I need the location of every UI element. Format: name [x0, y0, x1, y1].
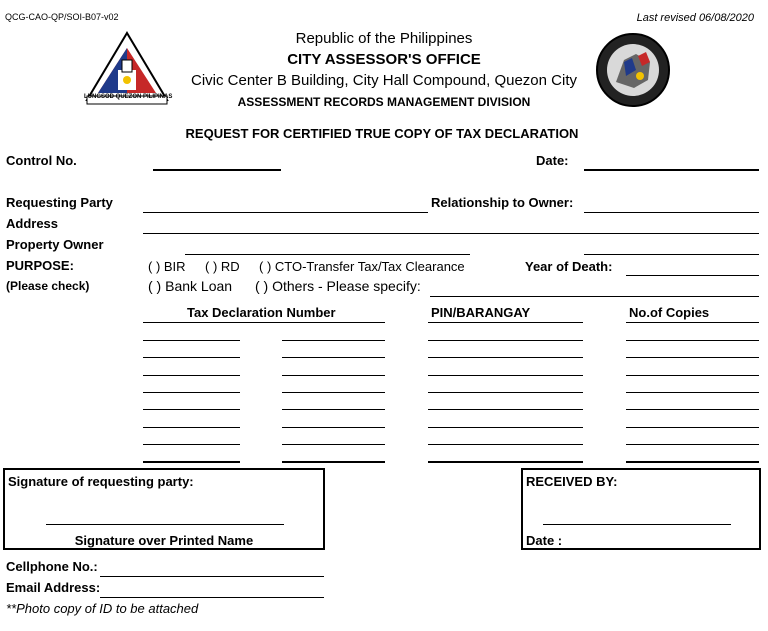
cellphone-line[interactable] — [100, 576, 324, 577]
td-line-a-row-7[interactable] — [143, 444, 240, 445]
td-line-a-row-2[interactable] — [143, 357, 240, 358]
purpose-bank-loan[interactable]: ( ) Bank Loan — [148, 278, 233, 294]
property-owner-line-2[interactable] — [584, 254, 759, 255]
last-revised: Last revised 06/08/2020 — [636, 12, 754, 24]
copies-line-row-6[interactable] — [626, 427, 759, 428]
pin-line-row-6[interactable] — [428, 427, 583, 428]
please-check-label: (Please check) — [6, 279, 90, 293]
requesting-party-line[interactable] — [143, 212, 428, 213]
td-line-b-row-4[interactable] — [282, 392, 385, 393]
control-no-label: Control No. — [6, 153, 77, 168]
td-line-b-row-3[interactable] — [282, 375, 385, 376]
copies-line-row-4[interactable] — [626, 392, 759, 393]
republic-line: Republic of the Philippines — [295, 30, 473, 47]
pin-line-row-5[interactable] — [428, 409, 583, 410]
td-line-a-row-1[interactable] — [143, 340, 240, 341]
col-tax-declaration-underline — [143, 322, 385, 323]
relationship-label: Relationship to Owner: — [431, 195, 574, 210]
received-date-label: Date : — [526, 533, 563, 548]
received-box — [521, 468, 761, 550]
email-line[interactable] — [100, 597, 324, 598]
address-line[interactable] — [143, 233, 759, 234]
office-address: Civic Center B Building, City Hall Compound, Quezon City — [191, 72, 577, 89]
col-copies-underline — [626, 322, 759, 323]
copies-line-row-7[interactable] — [626, 444, 759, 445]
col-no-copies: No.of Copies — [629, 305, 710, 320]
purpose-cto[interactable]: ( ) CTO-Transfer Tax/Tax Clearance — [259, 259, 465, 274]
purpose-bir[interactable]: ( ) BIR — [148, 259, 186, 274]
purpose-rd[interactable]: ( ) RD — [205, 259, 240, 274]
copies-line-row-1[interactable] — [626, 340, 759, 341]
copies-line-row-2[interactable] — [626, 357, 759, 358]
pin-line-row-2[interactable] — [428, 357, 583, 358]
pin-line-row-3[interactable] — [428, 375, 583, 376]
office-name: CITY ASSESSOR'S OFFICE — [287, 51, 481, 68]
col-pin-barangay: PIN/BARANGAY — [431, 305, 531, 320]
requesting-party-label: Requesting Party — [6, 195, 113, 210]
td-line-a-row-8[interactable] — [143, 461, 240, 463]
purpose-label: PURPOSE: — [6, 258, 74, 273]
td-line-b-row-6[interactable] — [282, 427, 385, 428]
td-line-b-row-1[interactable] — [282, 340, 385, 341]
td-line-a-row-6[interactable] — [143, 427, 240, 428]
property-owner-line[interactable] — [185, 254, 470, 255]
signature-box-title: Signature of requesting party: — [8, 474, 194, 489]
date-line[interactable] — [584, 169, 759, 171]
td-line-b-row-5[interactable] — [282, 409, 385, 410]
pin-line-row-8[interactable] — [428, 461, 583, 463]
col-tax-declaration: Tax Declaration Number — [187, 305, 336, 320]
td-line-b-row-2[interactable] — [282, 357, 385, 358]
col-pin-underline — [428, 322, 583, 323]
td-line-a-row-5[interactable] — [143, 409, 240, 410]
date-label: Date: — [536, 153, 569, 168]
td-line-a-row-3[interactable] — [143, 375, 240, 376]
cellphone-label: Cellphone No.: — [6, 559, 98, 574]
purpose-others[interactable]: ( ) Others - Please specify: — [255, 278, 421, 294]
form-title: REQUEST FOR CERTIFIED TRUE COPY OF TAX DECLARATION — [185, 126, 579, 141]
property-owner-label: Property Owner — [6, 237, 104, 252]
address-label: Address — [6, 216, 59, 231]
pin-line-row-1[interactable] — [428, 340, 583, 341]
email-label: Email Address: — [6, 580, 101, 595]
copies-line-row-8[interactable] — [626, 461, 759, 463]
received-signature-line[interactable] — [543, 524, 731, 525]
signature-line[interactable] — [46, 524, 284, 525]
received-by-label: RECEIVED BY: — [526, 474, 618, 489]
others-specify-line[interactable] — [430, 296, 759, 297]
relationship-line[interactable] — [584, 212, 759, 213]
control-no-line[interactable] — [153, 169, 281, 171]
td-line-a-row-4[interactable] — [143, 392, 240, 393]
form-code: QCG-CAO-QP/SOI-B07-v02 — [5, 12, 119, 22]
division-name: ASSESSMENT RECORDS MANAGEMENT DIVISION — [237, 95, 531, 109]
copies-line-row-5[interactable] — [626, 409, 759, 410]
pin-line-row-7[interactable] — [428, 444, 583, 445]
signature-box — [3, 468, 325, 550]
year-of-death-label: Year of Death: — [525, 259, 613, 274]
td-line-b-row-7[interactable] — [282, 444, 385, 445]
copies-line-row-3[interactable] — [626, 375, 759, 376]
td-line-b-row-8[interactable] — [282, 461, 385, 463]
pin-line-row-4[interactable] — [428, 392, 583, 393]
signature-caption: Signature over Printed Name — [74, 533, 254, 548]
seal-caption: LUNGSOD QUEZON PILIPINAS — [84, 94, 173, 100]
year-of-death-line[interactable] — [626, 275, 759, 276]
photo-id-note: **Photo copy of ID to be attached — [6, 601, 199, 616]
